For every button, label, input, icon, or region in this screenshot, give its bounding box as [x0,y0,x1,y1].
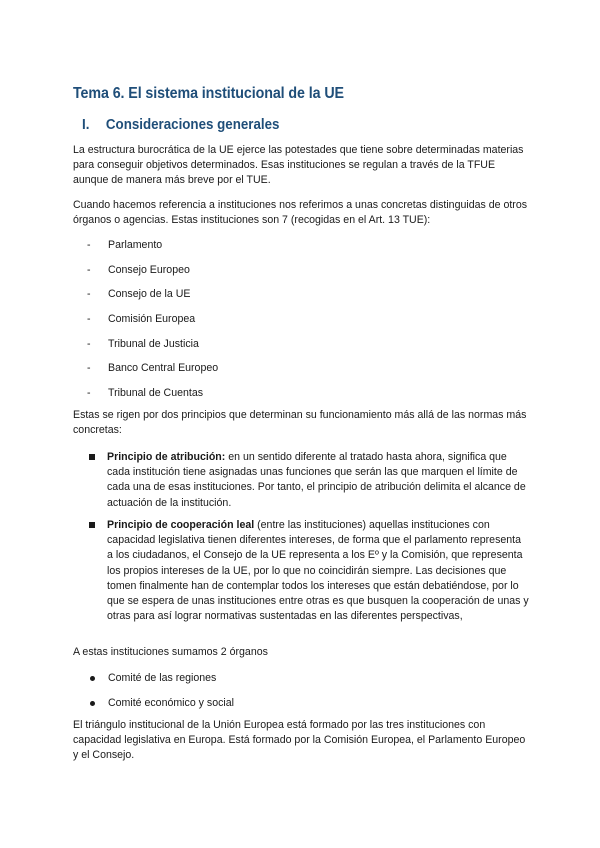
principle-text: (entre las instituciones) aquellas instituciones con capacidad legislativa tienen diferentes intereses, de forma que el parlamento representa a los ciudadanos, el Consejo de la UE representa a los Eº y la Comisión, que representa los propios intereses de la UE, por lo que no coincidirán siempre. Las decisiones que tomen finalmente han de contemplar todos los intereses que están debatiéndose, por lo que se espera de unas instituciones entre otras es que busquen la cooperación de unas y otras para así lograr normativas sustentadas en las diferentes perspectivas, [107,519,529,623]
square-bullet-icon [89,454,95,460]
dash-marker: - [87,288,91,301]
dash-marker: - [87,337,91,350]
dash-marker: - [87,362,91,375]
section-number: I. [82,117,90,133]
section-title: Consideraciones generales [105,117,280,133]
dash-marker: - [87,239,91,251]
paragraph-principios: Estas se rigen por dos principios que determinan su funcionamiento más allá de las normas más concretas: [73,408,527,436]
dash-marker: - [87,313,91,326]
principle-item [89,450,529,511]
section-heading [82,117,279,133]
document-page: Tema 6. El sistema institucional de la UE I. Consideraciones generales La estructura burocrática de la UE ejerce las potestades que tiene sobre determinadas materias para conseguir objetivos determinados. Esas instituciones se regulan a través de la TFUE aunque de manera más breve por el TUE. Cuando hacemos referencia a instituciones nos referimos a unas concretas distinguidas de otros órganos o agencias. Estas instituciones son 7 (recogidas en el Art. 13 TUE): - Parlamento - Consejo Europeo - Consejo de la UE - Comisión Europea - Tribunal de Justicia - Banco Central Europeo - Tribunal de Cuentas Estas se rigen por dos principios que determinan su funcionamiento más allá de las normas más concretas: Principio de atribución: en un sentido diferente al tratado hasta ahora, significa que cada institución tiene asignadas unas funciones que serán las que marquen el límite de cada una de esas instituciones. Por tanto, el principio de atribución delimita el alcance de actuación de la institución. Principio de cooperación leal (entre las instituciones) aquellas instituciones con capacidad legislativa tienen diferentes intereses, de forma que el parlamento representa a los ciudadanos, el Consejo de la UE representa a los Eº y la Comisión, que representa los propios intereses de la UE, por lo que no coincidirán siempre. Las decisiones que tomen finalmente han de contemplar todos los intereses que están debatiéndose, por lo que se espera de unas instituciones entre otras es que busquen la cooperación de unas y otras para así lograr normativas sustentadas en las diferentes perspectivas, A estas instituciones sumamos 2 órganos Comité de las regiones Comité económico y social El triángulo institucional de la Unión Europea está formado por las tres instituciones con capacidad legislativa en Europa. Está formado por la Comisión Europea, el Parlamento Europeo y el Consejo. [0,0,600,848]
paragraph-intro: La estructura burocrática de la UE ejerce las potestades que tiene sobre determinadas materias para conseguir objetivos determinados. Esas instituciones se regulan a través de la TFUE aunque de manera más breve por el TUE. [73,143,524,186]
principle-item [89,518,529,624]
page-title: Tema 6. El sistema institucional de la UE [73,85,344,102]
dash-marker: - [87,387,91,400]
bullet-dot-icon [90,701,95,706]
paragraph-organos: A estas instituciones sumamos 2 órganos [73,645,268,658]
principle-text: en un sentido diferente al tratado hasta ahora, significa que cada institución tiene asignadas unas funciones que serán las que marquen el límite de cada una de esas instituciones. Por tanto, el principio de atribución delimita el alcance de actuación de la institución. [107,451,526,509]
square-bullet-icon [89,522,95,528]
principle-name: Principio de atribución: [107,451,226,463]
principle-name: Principio de cooperación leal [107,519,255,531]
bullet-dot-icon [90,676,95,681]
paragraph-instituciones: Cuando hacemos referencia a instituciones nos referimos a unas concretas distinguidas de otros órganos o agencias. Estas instituciones son 7 (recogidas en el Art. 13 TUE): [73,198,528,226]
dash-marker: - [87,263,91,276]
paragraph-triangulo: El triángulo institucional de la Unión Europea está formado por las tres instituciones con capacidad legislativa en Europa. Está formado por la Comisión Europea, el Parlamento Europeo y el Consejo. [73,718,526,761]
